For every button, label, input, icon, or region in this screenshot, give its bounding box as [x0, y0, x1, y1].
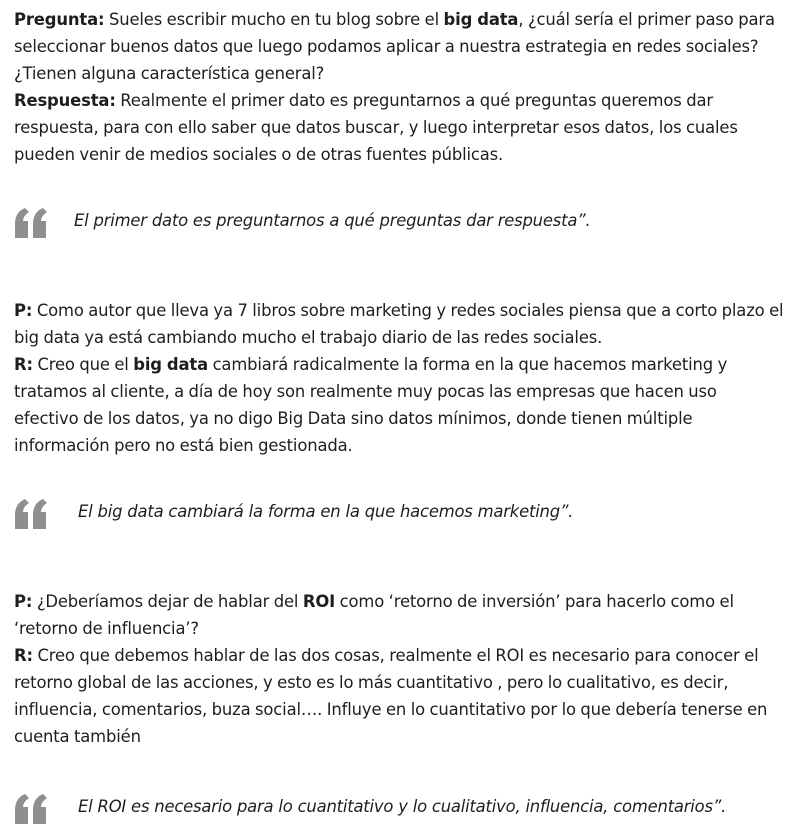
answer-label: R: — [14, 646, 33, 665]
article-body — [14, 6, 794, 821]
left-double-quote-icon — [14, 794, 48, 824]
keyword-bold: big data — [443, 10, 519, 29]
pull-quote-text: El primer dato es preguntarnos a qué preguntas dar respuesta”. — [74, 211, 591, 230]
pull-quote-text: El ROI es necesario para lo cuantitativo y lo cualitativo, influencia, comentarios”. — [78, 797, 727, 816]
question-paragraph: P: ¿Deberíamos dejar de hablar del ROI como ‘retorno de inversión’ para hacerlo como el ‘retorno de influencia’? — [14, 592, 734, 638]
question-label: Pregunta: — [14, 10, 105, 29]
left-double-quote-icon — [14, 208, 48, 238]
pull-quote — [14, 211, 794, 235]
answer-paragraph: Respuesta: Realmente el primer dato es preguntarnos a qué preguntas queremos dar respuesta, para con ello saber que datos buscar, y luego interpretar esos datos, los cuales pueden venir de medios sociales o de otras fuentes públicas. — [14, 91, 738, 164]
left-double-quote-icon — [14, 499, 48, 529]
keyword-bold: ROI — [302, 592, 336, 611]
question-paragraph: P: Como autor que lleva ya 7 libros sobre marketing y redes sociales piensa que a corto plazo el big data ya está cambiando mucho el trabajo diario de las redes sociales. — [14, 301, 784, 347]
answer-paragraph: R: Creo que debemos hablar de las dos cosas, realmente el ROI es necesario para conocer el retorno global de las acciones, y esto es lo más cuantitativo , pero lo cualitativo, es decir, influencia, comentarios, buza social…. Influye en lo cuantitativo por lo que debería tenerse en cuenta también — [14, 646, 768, 746]
question-label: P: — [14, 592, 33, 611]
answer-label: R: — [14, 355, 33, 374]
question-paragraph: Pregunta: Sueles escribir mucho en tu blog sobre el big data, ¿cuál sería el primer paso para seleccionar buenos datos que luego podamos aplicar a nuestra estrategia en redes sociales? ¿Tienen alguna característica general? — [14, 10, 775, 83]
pull-quote-text: El big data cambiará la forma en la que hacemos marketing”. — [78, 502, 574, 521]
answer-paragraph: R: Creo que el big data cambiará radicalmente la forma en la que hacemos marketing y tratamos al cliente, a día de hoy son realmente muy pocas las empresas que hacen uso efectivo de los datos, ya no digo Big Data sino datos mínimos, donde tienen múltiple información pero no está bien gestionada. — [14, 355, 728, 455]
pull-quote — [14, 502, 794, 526]
answer-label: Respuesta: — [14, 91, 116, 110]
question-label: P: — [14, 301, 33, 320]
keyword-bold: big data — [133, 355, 209, 374]
